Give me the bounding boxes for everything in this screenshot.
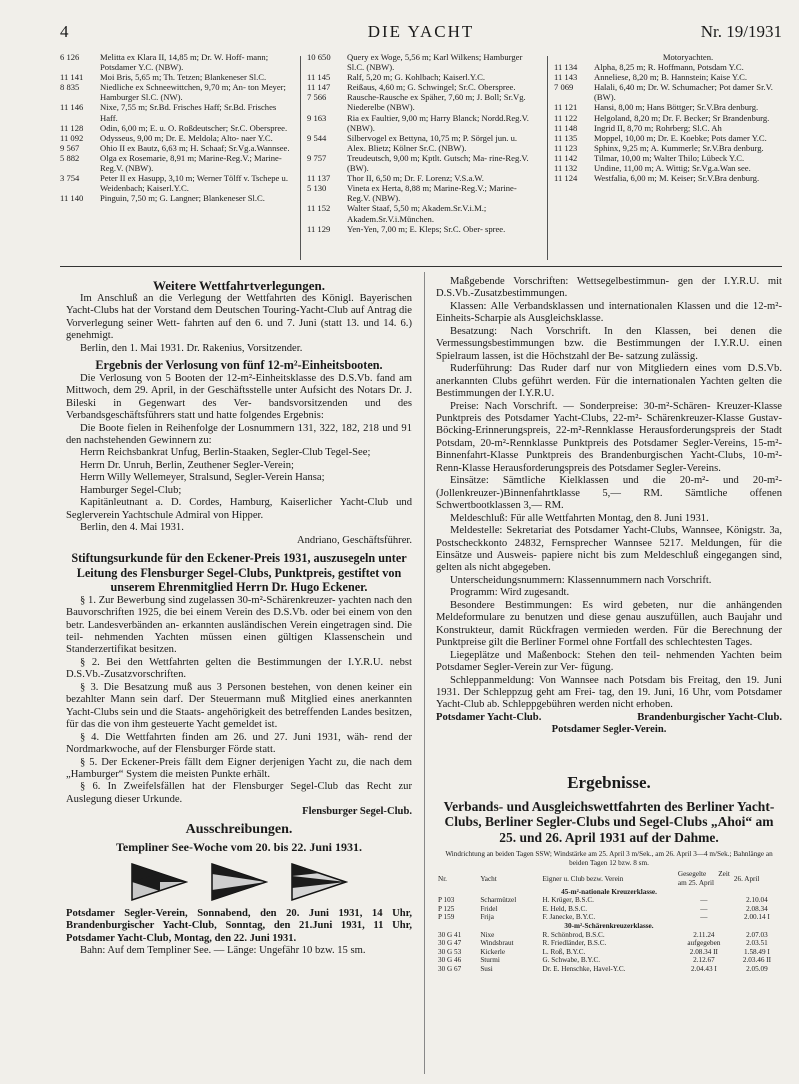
table-cell: H. Krüger, B.S.C. [542, 896, 594, 905]
registry-entry [307, 224, 537, 234]
registry-text: Halali, 6,40 m; Dr. W. Schumacher; Pot damer Sr.V. (BW). [594, 82, 773, 103]
registry-number: 11 142 [554, 152, 578, 163]
registry-entry [554, 72, 782, 82]
ausschreibungen-title: Ausschreibungen. [185, 821, 293, 837]
vorschriften: Maßgebende Vorschriften: Wettsegelbestimmun- gen der I.Y.R.U. mit D.S.Vb.-Zusatzbestimmungen. [436, 276, 782, 300]
winner-5: Kapitänleutnant a. D. Cordes, Hamburg, Kaiserlicher Yacht-Club und Seglerverein Yachtschule Admiral von Hipper. [66, 497, 412, 521]
col-25-april: Gesegelte Zeit am 25. April [677, 870, 730, 888]
magazine-title: DIE YACHT [367, 22, 475, 41]
registry-number: 9 757 [307, 152, 327, 163]
left-column [66, 278, 412, 958]
registry-number: 11 137 [307, 173, 331, 184]
table-cell: R. Friedländer, B.S.C. [542, 939, 607, 948]
brandenburgischer-yacht-club-flag [210, 862, 268, 902]
registry-entry [554, 82, 782, 102]
registry-number: 7 566 [307, 92, 327, 103]
table-cell: 2.05.09 [746, 964, 768, 973]
winner-1: Herrn Reichsbankrat Unfug, Berlin-Staaken, Segler-Club Tegel-See; [80, 447, 371, 459]
registry-text: Nixe, 7,55 m; Sr.Bd. Frisches Haff; Sr.Bd. Frisches Haff. [100, 102, 277, 123]
registry-text: Niedliche ex Schneewittchen, 9,70 m; An- ton Meyer; Hamburger Sl.C. (NW). [100, 82, 286, 103]
potsdamer-yacht-club-flag [290, 862, 348, 902]
registry-text: Walter Staaf, 5,50 m; Akadem.Sr.V.i.M.; Akadem.Sr.V.i.München. [347, 203, 487, 224]
liegeplaetze: Liegeplätze und Maßenbock: Stehen den teil- nehmenden Yachten beim Potsdamer Segler-Verein zur Ver- fügung. [436, 649, 782, 674]
col-eigner: Eigner u. Club bezw. Verein [542, 874, 624, 883]
table-cell: 2.03.46 II [742, 956, 772, 965]
registry-text: Ria ex Faultier, 9,00 m; Harry Blanck; Nordd.Reg.V. (NBW). [347, 112, 529, 133]
registry-entry [554, 62, 782, 72]
registry-entry [307, 52, 537, 72]
table-cell: P 103 [438, 896, 455, 905]
registry-entry [60, 102, 290, 122]
yacht-registry [60, 52, 782, 262]
signature-byc: Brandenburgischer Yacht-Club. [637, 711, 782, 723]
table-cell: 30 G 46 [438, 956, 462, 965]
potsdamer-segler-verein-flag [130, 862, 188, 902]
ruderfuehrung: Ruderführung: Das Ruder darf nur von Mitgliedern eines vom D.S.Vb. anerkannten Clubs geführt werden. Für die internationalen Yachten gelten die Bestimmungen der I.Y.R.U. [436, 363, 782, 400]
table-cell: Scharmützel [480, 896, 517, 905]
page-header [60, 20, 782, 46]
registry-number: 11 146 [60, 102, 84, 113]
table-cell: P 125 [438, 904, 455, 913]
klassen: Klassen: Alle Verbandsklassen und internationalen Klassen und die 12-m²-Einheits-Scharpie als Ausgleichsklasse. [436, 300, 782, 325]
class-30: 30-m²-Schärenkreuzerklasse. [564, 922, 654, 931]
weitere-signature: Berlin, den 1. Mai 1931. Dr. Rakenius, Vorsitzender. [80, 342, 303, 354]
besondere-bestimmungen: Besondere Bestimmungen: Es wird gebeten, nur die anhängenden Meldeformulare zu benutzen und diese genau auszufüllen, auch Baujahr und Konstrukteur, damit Rückfragen vermieden werden. Für die Berechnung der Punktpreise gilt die Berliner Formel ohne Fortfall des schlechtesten Tages. [436, 599, 782, 649]
registry-entry [60, 153, 290, 173]
registry-text: Melitta ex Klara II, 14,85 m; Dr. W. Hoff- mann; Potsdamer Y.C. (NBW). [100, 52, 269, 73]
verlosung-date: Berlin, den 4. Mai 1931. [80, 522, 184, 534]
paragraph-5: § 5. Der Eckener-Preis fällt dem Eigner derjenigen Yacht zu, die nach dem „Hamburger“ System die meisten Punkte erhält. [66, 756, 412, 780]
table-row [436, 956, 782, 965]
registry-entry [307, 133, 537, 153]
registry-text: Treudeutsch, 9,00 m; Kptlt. Gutsch; Ma- rine-Reg.V. (BW). [347, 152, 529, 174]
table-cell: 2.08.34 [746, 904, 768, 913]
registry-number: 5 130 [307, 183, 327, 194]
table-cell: Frija [480, 913, 494, 922]
unterscheidungsnummern: Unterscheidungsnummern: Klassennummern nach Vorschrift. [450, 574, 712, 586]
registry-divider-1 [300, 56, 301, 260]
registry-text: Peter II ex Hasupp, 3,10 m; Werner Tölff v. Tschepe u. Weidenbach; Kaiserl.Y.C. [100, 173, 288, 194]
paragraph-2: § 2. Bei den Wettfahrten gelten die Bestimmungen der I.Y.R.U. nebst D.S.Vb.-Zusatzvorschriften. [66, 656, 412, 681]
paragraph-6: § 6. In Zweifelsfällen hat der Flensburger Segel-Club das Recht zur Auslegung dieser Urkunde. [66, 781, 412, 805]
verlosung-title: Ergebnis der Verlosung von fünf 12-m²-Einheitsbooten. [95, 358, 383, 373]
registry-number: 11 152 [307, 203, 331, 214]
registry-number: 9 544 [307, 132, 327, 143]
registry-text: Anneliese, 8,20 m; B. Hannstein; Kaise Y.C. [594, 72, 747, 83]
col-26-april: 26. April [733, 874, 760, 883]
table-cell: R. Schönbrod, B.S.C. [542, 930, 605, 939]
registry-number: 11 140 [60, 193, 84, 204]
eckener-signature: Flensburger Segel-Club. [302, 806, 412, 818]
page-number: 4 [60, 22, 69, 41]
registry-entry [60, 123, 290, 133]
registry-col-1 [60, 52, 290, 203]
table-cell: 2.00.14 I [744, 913, 770, 922]
registry-entry [307, 153, 537, 173]
registry-entry [307, 183, 537, 203]
winner-4: Hamburger Segel-Club; [80, 484, 182, 496]
table-cell: 2.07.03 [746, 930, 768, 939]
registry-text: Thor II, 6,50 m; Dr. F. Lorenz; V.S.a.W. [347, 173, 484, 184]
registry-entry [60, 82, 290, 102]
registry-entry [554, 153, 782, 163]
registry-number: 11 132 [554, 163, 578, 174]
table-cell: 30 G 47 [438, 939, 462, 948]
registry-number: 11 148 [554, 122, 578, 133]
table-cell: aufgegeben [687, 939, 721, 948]
table-row [436, 913, 782, 922]
registry-text: Rausche-Rausche ex Späher, 7,60 m; J. Boll; Sr.Vg. Niederelbe (NBW). [347, 92, 526, 113]
registry-text: Tilmar, 10,00 m; Walter Thilo; Lübeck Y.C. [594, 152, 745, 163]
verbands-title: Verbands- und Ausgleichswettfahrten des Berliner Yacht-Clubs, Berliner Segler-Clubs und Segel-Clubs „Ahoi“ am 25. und 26. April 1931 auf der Dahme. [443, 798, 775, 845]
registry-entry [554, 163, 782, 173]
registry-text: Reißaus, 4,60 m; G. Schwingel; Sr.C. Oberspree. [347, 82, 516, 93]
table-cell: P 159 [438, 913, 455, 922]
table-cell: — [700, 896, 708, 905]
registry-number: 9 567 [60, 142, 80, 153]
registry-entry [307, 173, 537, 183]
table-cell: 1.58.49 I [744, 947, 770, 956]
registry-text: Hansi, 8,00 m; Hans Böttger; Sr.V.Bra denburg. [594, 102, 759, 113]
paragraph-3: § 3. Die Besatzung muß aus 3 Personen bestehen, von denen keiner ein bezahlter Mann sein darf. Der Steuermann muß Mitglied eines anerkannten Yacht-Clubs sein und die Staats- angehörigkeit des betreffenden Landes besitzen, für das die von ihm gesteuerte Yacht gemeldet ist. [66, 681, 412, 731]
table-cell: 2.12.67 [693, 956, 715, 965]
registry-number: 11 121 [554, 102, 578, 113]
registry-entry [60, 52, 290, 72]
signatures-row [436, 712, 782, 724]
results-table [436, 870, 782, 973]
column-divider [424, 272, 425, 1074]
table-row [436, 948, 782, 957]
registry-text: Query ex Woge, 5,56 m; Karl Wilkens; Hamburger Sl.C. (NBW). [347, 52, 523, 73]
table-cell: Windsbraut [480, 939, 514, 948]
table-cell: F. Janecke, B.Y.C. [542, 913, 596, 922]
registry-number: 10 650 [307, 52, 331, 62]
table-cell: Dr. E. Henschke, Havel-Y.C. [542, 964, 626, 973]
paragraph-4: § 4. Die Wettfahrten finden am 26. und 27. Juni 1931, wäh- rend der Nordmarkwoche, auf der Flensburger Förde statt. [66, 731, 412, 756]
registry-number: 11 123 [554, 142, 578, 153]
registry-entry [554, 143, 782, 153]
table-cell: Kickerle [480, 947, 506, 956]
registry-entry [60, 173, 290, 193]
table-cell: Sturmi [480, 956, 500, 965]
registry-text: Undine, 11,00 m; A. Wittig; Sr.Vg.a.Wan see. [594, 163, 751, 174]
registry-text: Ralf, 5,20 m; G. Kohlbach; Kaiserl.Y.C. [347, 72, 486, 83]
registry-text: Olga ex Rosemarie, 8,91 m; Marine-Reg.V.; Marine-Reg.V. (NBW). [100, 152, 282, 174]
registry-col-3 [554, 52, 782, 183]
col-nr: Nr. [438, 874, 447, 883]
table-row [436, 896, 782, 905]
table-row [436, 939, 782, 948]
templiner-bahn: Bahn: Auf dem Templiner See. — Länge: Ungefähr 10 bzw. 15 sm. [80, 945, 366, 957]
registry-number: 11 129 [307, 223, 331, 234]
registry-number: 11 143 [554, 72, 578, 83]
registry-entry [554, 113, 782, 123]
registry-number: 9 163 [307, 112, 327, 123]
registry-entry [307, 92, 537, 112]
signature-psv: Potsdamer Segler-Verein. [551, 724, 667, 736]
registry-number: 11 141 [60, 72, 84, 83]
registry-number: 11 134 [554, 62, 578, 73]
table-cell: 2.03.51 [746, 939, 768, 948]
registry-text: Vineta ex Herta, 8,88 m; Marine-Reg.V.; Marine-Reg.V. (NBW). [347, 183, 517, 204]
schleppanmeldung: Schleppanmeldung: Von Wannsee nach Potsdam bis Freitag, den 19. Juni 1931. Der Schleppzug geht am Frei- tag, den 19. Juni, 16 Uhr, vom Potsdamer Yacht-Club ab. Schleppgebühren werden nicht erhoben. [436, 674, 782, 711]
registry-number: 11 122 [554, 112, 578, 123]
table-row [436, 965, 782, 974]
verlosung-body-2: Die Boote fielen in Reihenfolge der Losnummern 131, 322, 182, 218 und 91 den nachstehenden Gewinnern zu: [66, 422, 412, 447]
registry-number: 6 126 [60, 52, 80, 62]
registry-entry [307, 203, 537, 223]
registry-entry [307, 113, 537, 133]
registry-number: 8 835 [60, 82, 80, 93]
table-row [436, 905, 782, 914]
templiner-dates: Potsdamer Segler-Verein, Sonnabend, den 20. Juni 1931, 14 Uhr, Brandenburgischer Yacht-Club, Sonntag, den 21.Juni 1931, 11 Uhr, Potsdamer Yacht-Club, Montag, den 22. Juni 1931. [66, 907, 412, 944]
paragraph-1: § 1. Zur Bewerbung sind zugelassen 30-m²-Schärenkreuzer- yachten nach den Bauvorschriften 1925, die bei einem Verein des D.S.Vb. oder bei einem von den betr. Landesverbänden an- erkannten ausländischen Verein eingetragen sind. Die teil- nehmenden Yachten müssen einen gültigen Klassenschein und Standerzertifikat besitzen. [66, 594, 412, 656]
meldeschluss: Meldeschluß: Für alle Wettfahrten Montag, den 8. Juni 1931. [450, 512, 709, 524]
registry-text: Moppel, 10,00 m; Dr. E. Koebke; Pots damer Y.C. [594, 132, 767, 143]
motoryachten-heading: Motoryachten. [662, 52, 714, 62]
table-cell: Susi [480, 964, 493, 973]
meldestelle: Meldestelle: Sekretariat des Potsdamer Yacht-Clubs, Wannsee, Königstr. 3a, Postscheckkonto 24832, Fernsprecher Wannsee 5217. Meldungen, für die Einsätze und Ausweis- papiere nicht bis zum Meldeschluß eingegangen sind, gelten als nicht abgegeben. [436, 525, 782, 574]
registry-text: Silbervogel ex Bettyna, 10,75 m; P. Sörgel jun. u. Alex. Blietz; Kölner Sr.C. (NBW). [347, 132, 518, 153]
registry-number: 11 092 [60, 132, 84, 143]
winner-3: Herrn Willy Wellemeyer, Stralsund, Segler-Verein Hansa; [80, 472, 325, 484]
registry-entry [554, 133, 782, 143]
registry-number: 7 069 [554, 82, 574, 93]
registry-text: Odin, 6,00 m; E. u. O. Roßdeutscher; Sr.C. Oberspree. [100, 122, 288, 133]
table-cell: — [700, 904, 708, 913]
table-cell: G. Schwabe, B.Y.C. [542, 956, 601, 965]
registry-number: 3 754 [60, 173, 80, 184]
table-cell: — [700, 913, 708, 922]
registry-number: 11 147 [307, 82, 331, 93]
registry-entry [554, 123, 782, 133]
einsaetze: Einsätze: Sämtliche Kielklassen und die 20-m²- und 20-m²-(Jollenkreuzer-)Binnenfahrtklasse 5,— RM. Sämtliche offenen Schwertbootklassen 3,— RM. [436, 475, 782, 512]
section-rule [60, 266, 782, 267]
registry-text: Westfalia, 6,00 m; M. Keiser; Sr.V.Bra denburg. [594, 173, 760, 184]
programm: Programm: Wird zugesandt. [450, 587, 570, 599]
registry-text: Pinguin, 7,50 m; G. Langner; Blankeneser Sl.C. [100, 193, 265, 204]
registry-text: Alpha, 8,25 m; R. Hoffmann, Potsdam Y.C. [594, 62, 744, 73]
registry-divider-2 [547, 56, 548, 260]
table-cell: Fridel [480, 904, 498, 913]
registry-number: 11 145 [307, 72, 331, 83]
registry-text: Yen-Yen, 7,00 m; E. Kleps; Sr.C. Ober- spree. [347, 223, 506, 234]
table-cell: L. Roß, B.Y.C. [542, 947, 586, 956]
class-45: 45-m²-nationale Kreuzerklasse. [561, 887, 657, 896]
preise: Preise: Nach Vorschrift. — Sonderpreise: 30-m²-Schären- Kreuzer-Klasse Punktpreis des Potsdamer Yacht-Clubs, 22-m²- Schärenkreuzer-Klasse Gustav-Böcking-Erinnerungspreis, 22-m²-Rennklasse Herausforderungspreis der Stadt Potsdam, 20-m²-Rennklasse Punktpreis des Potsdamer Segler-Vereins, 15-m²-Binnenfahrt-Klasse Punktpreis des Brandenburgischen Yacht-Clubs, 10-m²-Renn-Klasse Herausforderungspreis des Potsdamer Segler-Vereins. [436, 400, 782, 474]
registry-number: 11 135 [554, 132, 578, 143]
registry-entry [60, 193, 290, 203]
templiner-title: Templiner See-Woche vom 20. bis 22. Juni 1931. [115, 839, 363, 854]
col-yacht: Yacht [480, 874, 497, 883]
table-cell: 2.11.24 [693, 930, 715, 939]
club-flags [66, 862, 412, 902]
verlosung-body-1: Die Verlosung von 5 Booten der 12-m²-Einheitsklasse des D.S.Vb. fand am Mittwoch, dem 29. April, in der Geschäftsstelle unter Aufsicht des Notars Dr. J. Bileski in Gegenwart des Ver- bandsvorsitzenden und des Verbandsgeschäftsführers statt und hatte folgendes Ergebnis: [66, 372, 412, 422]
registry-text: Odysseus, 9,00 m; Dr. E. Meldola; Alto- naer Y.C. [100, 132, 273, 143]
right-column [436, 276, 782, 974]
besatzung: Besatzung: Nach Vorschrift. In den Klassen, bei denen die Vermessungsbestimmungen bzw. die Bestimmungen der I.Y.R.U. einen Spielraum lassen, ist die Höchstzahl der Be- satzung zulässig. [436, 325, 782, 362]
issue-number: Nr. 19/1931 [700, 22, 782, 41]
registry-entry [307, 82, 537, 92]
registry-number: 11 128 [60, 122, 84, 133]
table-cell: 2.10.04 [746, 896, 768, 905]
registry-text: Ingrid II, 8,70 m; Rohrberg; Sl.C. Ah [594, 122, 722, 133]
registry-entry [60, 143, 290, 153]
registry-entry [554, 102, 782, 112]
registry-number: 5 882 [60, 152, 80, 163]
registry-entry [307, 72, 537, 82]
registry-entry [60, 72, 290, 82]
verlosung-signature: Andriano, Geschäftsführer. [296, 534, 412, 546]
table-row [436, 931, 782, 940]
table-cell: 30 G 41 [438, 930, 462, 939]
table-cell: 2.08.34 II [689, 947, 718, 956]
registry-entry [60, 133, 290, 143]
weitere-title: Weitere Wettfahrtverlegungen. [152, 278, 326, 293]
wind-info: Windrichtung an beiden Tagen SSW; Windstärke am 25. April 3 m/Sek., am 26. April 3—4 m/Sek.; Bahnlänge an beiden Tagen 12 bzw. 8 sm. [445, 850, 773, 867]
signature-pyc: Potsdamer Yacht-Club. [436, 711, 542, 723]
registry-text: Moi Bris, 5,65 m; Th. Tetzen; Blankeneser Sl.C. [100, 72, 267, 83]
registry-text: Ohio II ex Bautz, 6,63 m; H. Schaaf; Sr.Vg.a.Wannsee. [100, 142, 290, 153]
registry-text: Helgoland, 8,20 m; Dr. F. Becker; Sr Brandenburg. [594, 112, 770, 123]
winner-2: Herrn Dr. Unruh, Berlin, Zeuthener Segler-Verein; [80, 459, 294, 471]
table-cell: E. Held, B.S.C. [542, 904, 588, 913]
table-header [436, 870, 782, 887]
registry-entry [554, 173, 782, 183]
table-cell: 30 G 67 [438, 964, 462, 973]
table-cell: Nixe [480, 930, 495, 939]
registry-number: 11 124 [554, 173, 578, 184]
table-cell: 2.04.43 I [690, 964, 717, 973]
ergebnisse-title: Ergebnisse. [567, 772, 651, 792]
table-cell: 30 G 53 [438, 947, 462, 956]
registry-text: Sphinx, 9,25 m; A. Kummerle; Sr.V.Bra denburg. [594, 142, 764, 153]
eckener-title: Stiftungsurkunde für den Eckener-Preis 1931, auszusegeln unter Leitung des Flensburger Segel-Clubs, Punktpreis, gestiftet von unserem Ehrenmitglied Herrn Dr. Hugo Eckener. [71, 551, 407, 595]
registry-col-2 [307, 52, 537, 234]
weitere-body: Im Anschluß an die Verlegung der Wettfahrten des Königl. Bayerischen Yacht-Clubs hat der Vorstand dem Deutschen Touring-Yacht-Club auf Antrag die Vorverlegung seiner Wett- fahrten auf den 6. und 7. Juni (statt 13. und 14. 6.) genehmigt. [66, 293, 412, 342]
